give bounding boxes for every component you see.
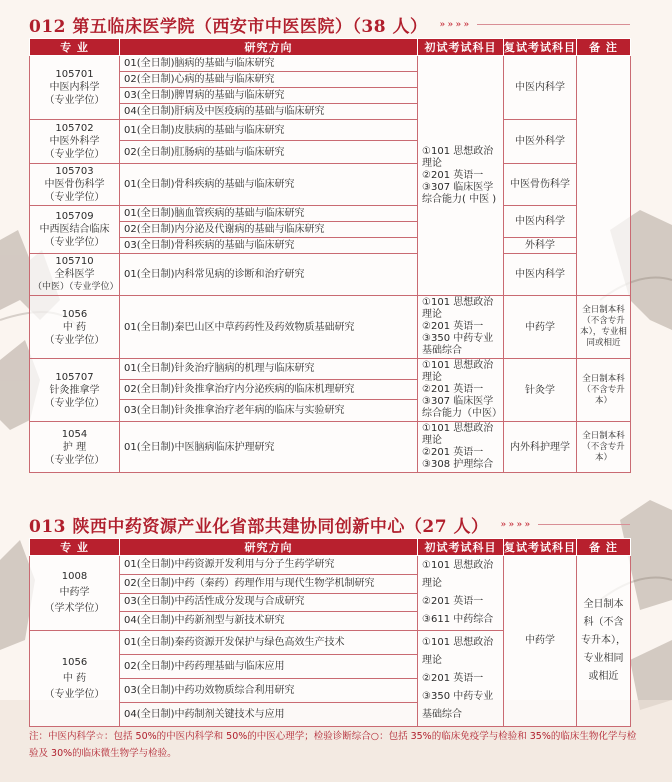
header-retest: 复试考试科目 — [504, 539, 577, 556]
header-major: 专 业 — [30, 39, 120, 56]
direction-cell: 03(全日制)中药活性成分发现与合成研究 — [120, 593, 418, 612]
header-direction: 研究方向 — [120, 39, 418, 56]
direction-cell: 02(全日制)内分泌及代谢病的基础与临床研究 — [120, 222, 418, 238]
chevron-decoration-icon: » » » » — [439, 20, 470, 30]
direction-cell: 01(全日制)骨科疾病的基础与临床研究 — [120, 164, 418, 206]
footnote: 注：中医内科学☆：包括 50%的中医内科学和 50%的中医心理学；检验诊断综合○：包括 35%的临床免疫学与检验和 35%的临床生物化学与检验及 30%的临床微生物学与检验。 — [29, 731, 637, 759]
direction-cell: 01(全日制)中药资源开发利用与分子生药学研究 — [120, 556, 418, 575]
header-note: 备 注 — [577, 539, 631, 556]
retest-cell: 中医内科学 — [504, 254, 577, 296]
major-cell: 105707 针灸推拿学 （专业学位） — [30, 359, 120, 422]
retest-cell: 中药学 — [504, 556, 577, 727]
direction-cell: 01(全日制)中医脑病临床护理研究 — [120, 422, 418, 473]
direction-cell: 04(全日制)肝病及中医疫病的基础与临床研究 — [120, 104, 418, 120]
header-major: 专 业 — [30, 539, 120, 556]
retest-cell: 中医内科学 — [504, 206, 577, 238]
direction-cell: 03(全日制)骨科疾病的基础与临床研究 — [120, 238, 418, 254]
retest-cell: 外科学 — [504, 238, 577, 254]
title-rule — [538, 524, 630, 525]
direction-cell: 02(全日制)针灸推拿治疗内分泌疾病的临床机理研究 — [120, 379, 418, 400]
major-cell: 1056 中 药 （专业学位） — [30, 631, 120, 727]
retest-cell: 中医外科学 — [504, 120, 577, 164]
retest-cell: 内外科护理学 — [504, 422, 577, 473]
table-row — [30, 422, 631, 473]
direction-cell: 02(全日制)心病的基础与临床研究 — [120, 72, 418, 88]
table-row — [30, 164, 631, 206]
major-cell: 105703 中医骨伤科学 （专业学位） — [30, 164, 120, 206]
section-title — [29, 510, 630, 538]
direction-cell: 01(全日制)脑血管疾病的基础与临床研究 — [120, 206, 418, 222]
exam-cell: ①101 思想政治理论 ②201 英语一 ③308 护理综合 — [418, 422, 504, 473]
direction-cell: 02(全日制)中药（秦药）药理作用与现代生物学机制研究 — [120, 574, 418, 593]
major-cell: 105701 中医内科学 （专业学位） — [30, 56, 120, 120]
exam-cell: ①101 思想政治理论 ②201 英语一 ③307 临床医学综合能力( 中医 ) — [418, 56, 504, 296]
chevron-decoration-icon: » » » » — [500, 520, 531, 530]
direction-cell: 04(全日制)中药新剂型与新技术研究 — [120, 612, 418, 631]
title-rule — [477, 24, 630, 25]
direction-cell: 01(全日制)针灸治疗脑病的机理与临床研究 — [120, 359, 418, 380]
table-row — [30, 120, 631, 141]
retest-cell: 中医骨伤科学 — [504, 164, 577, 206]
major-cell: 1054 护 理 （专业学位） — [30, 422, 120, 473]
table-row — [30, 359, 631, 380]
header-exam: 初试考试科目 — [418, 39, 504, 56]
retest-cell: 中药学 — [504, 296, 577, 359]
admission-table-012 — [29, 38, 631, 473]
exam-cell: ①101 思想政治理论 ②201 英语一 ③350 中药专业基础综合 — [418, 296, 504, 359]
major-cell: 105702 中医外科学 （专业学位） — [30, 120, 120, 164]
header-exam: 初试考试科目 — [418, 539, 504, 556]
section-012 — [29, 10, 630, 473]
exam-cell: ①101 思想政治理论 ②201 英语一 ③350 中药专业基础综合 — [418, 631, 504, 727]
direction-cell: 03(全日制)脾胃病的基础与临床研究 — [120, 88, 418, 104]
note-cell: 全日制本科（不含专升本） — [577, 422, 631, 473]
note-cell: 全日制本科（不含专升本），专业相同或相近 — [577, 296, 631, 359]
retest-cell: 针灸学 — [504, 359, 577, 422]
direction-cell: 03(全日制)针灸推拿治疗老年病的临床与实验研究 — [120, 400, 418, 422]
exam-cell: ①101 思想政治理论 ②201 英语一 ③611 中药综合 — [418, 556, 504, 631]
header-note: 备 注 — [577, 39, 631, 56]
section-title — [29, 10, 630, 38]
direction-cell: 04(全日制)中药制剂关键技术与应用 — [120, 703, 418, 727]
direction-cell: 01(全日制)秦药资源开发保护与绿色高效生产技术 — [120, 631, 418, 655]
major-cell: 1008 中药学 （学术学位） — [30, 556, 120, 631]
note-cell-empty — [577, 56, 631, 296]
direction-cell: 03(全日制)中药功效物质综合利用研究 — [120, 679, 418, 703]
exam-cell: ①101 思想政治理论 ②201 英语一 ③307 临床医学综合能力（中医） — [418, 359, 504, 422]
table-header-row — [30, 539, 631, 556]
major-cell: 1056 中 药 （专业学位） — [30, 296, 120, 359]
direction-cell: 01(全日制)秦巴山区中草药药性及药效物质基础研究 — [120, 296, 418, 359]
retest-cell: 中医内科学 — [504, 56, 577, 120]
major-cell: 105709 中西医结合临床 （专业学位） — [30, 206, 120, 254]
table-row — [30, 296, 631, 359]
header-retest: 复试考试科目 — [504, 39, 577, 56]
table-row — [30, 238, 631, 254]
note-cell: 全日制本科（不含专升本） — [577, 359, 631, 422]
section-title-text: 012 第五临床医学院（西安市中医医院）（38 人） — [29, 16, 428, 37]
note-cell: 全日制本科（不含专升本），专业相同或相近 — [577, 556, 631, 727]
section-013 — [29, 510, 630, 727]
table-row — [30, 254, 631, 296]
section-title-text: 013 陕西中药资源产业化省部共建协同创新中心（27 人） — [29, 516, 489, 537]
header-direction: 研究方向 — [120, 539, 418, 556]
direction-cell: 01(全日制)内科常见病的诊断和治疗研究 — [120, 254, 418, 296]
table-header-row — [30, 39, 631, 56]
direction-cell: 01(全日制)脑病的基础与临床研究 — [120, 56, 418, 72]
table-row — [30, 56, 631, 72]
table-row — [30, 556, 631, 575]
direction-cell: 01(全日制)皮肤病的基础与临床研究 — [120, 120, 418, 141]
direction-cell: 02(全日制)中药药理基础与临床应用 — [120, 655, 418, 679]
table-row — [30, 206, 631, 222]
major-cell: 105710 全科医学 （中医）（专业学位） — [30, 254, 120, 296]
admission-table-013 — [29, 538, 631, 727]
direction-cell: 02(全日制)肛肠病的基础与临床研究 — [120, 141, 418, 164]
